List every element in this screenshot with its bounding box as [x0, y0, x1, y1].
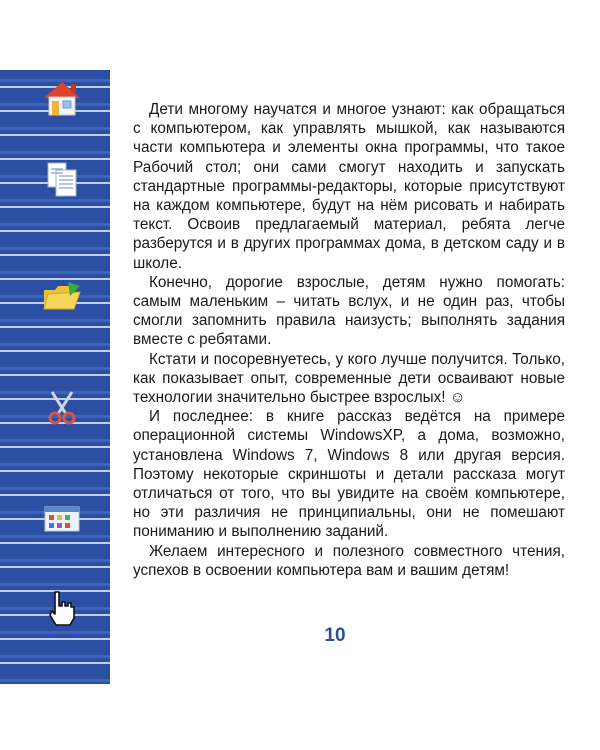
- window-icon: [40, 498, 84, 538]
- scissors-icon: [40, 388, 84, 428]
- paragraph: Желаем интересного и полезного совместного чтения, успехов в освоении компьютера вам и вашим детям!: [133, 542, 565, 579]
- hand-pointer-icon: [40, 588, 84, 628]
- decorative-sidebar: [0, 70, 110, 684]
- paragraph: Кстати и посоревнуетесь, у кого лучше получится. Только, как показывает опыт, современные дети осваивают новые технологии значительно быстрее взрослых! ☺: [133, 350, 565, 407]
- documents-icon: [40, 160, 84, 200]
- paragraph: Дети многому научатся и многое узнают: как обращаться с компьютером, как управлять мышкой, как называются части компьютера и элементы окна программы, что такое Рабочий стол; они сами смогут находить и запускать стандартные программы-редакторы, которые присутствуют на каждом компьютере, будут на нём рисовать и набирать текст. Освоив предлагаемый материал, ребята легче разберутся и в других программах дома, в детском саду и в школе.: [133, 101, 565, 272]
- page-number: 10: [324, 625, 346, 646]
- main-text: [133, 100, 565, 580]
- home-icon: [40, 78, 84, 118]
- paragraph: Конечно, дорогие взрослые, детям нужно помогать: самым маленьким – читать вслух, и не один раз, чтобы смогли запомнить правила наизусть; выполнять задания вместе с ребятами.: [133, 273, 565, 349]
- folder-icon: [40, 276, 84, 316]
- paragraph: И последнее: в книге рассказ ведётся на примере операционной системы WindowsXP, а дома, возможно, установлена Windows 7, Windows 8 или другая версия. Поэтому некоторые скриншоты и детали рассказа могут отличаться от того, что вы увидите на своём компьютере, но эти различия не принципиальны, они не помешают пониманию и выполнению заданий.: [133, 408, 565, 541]
